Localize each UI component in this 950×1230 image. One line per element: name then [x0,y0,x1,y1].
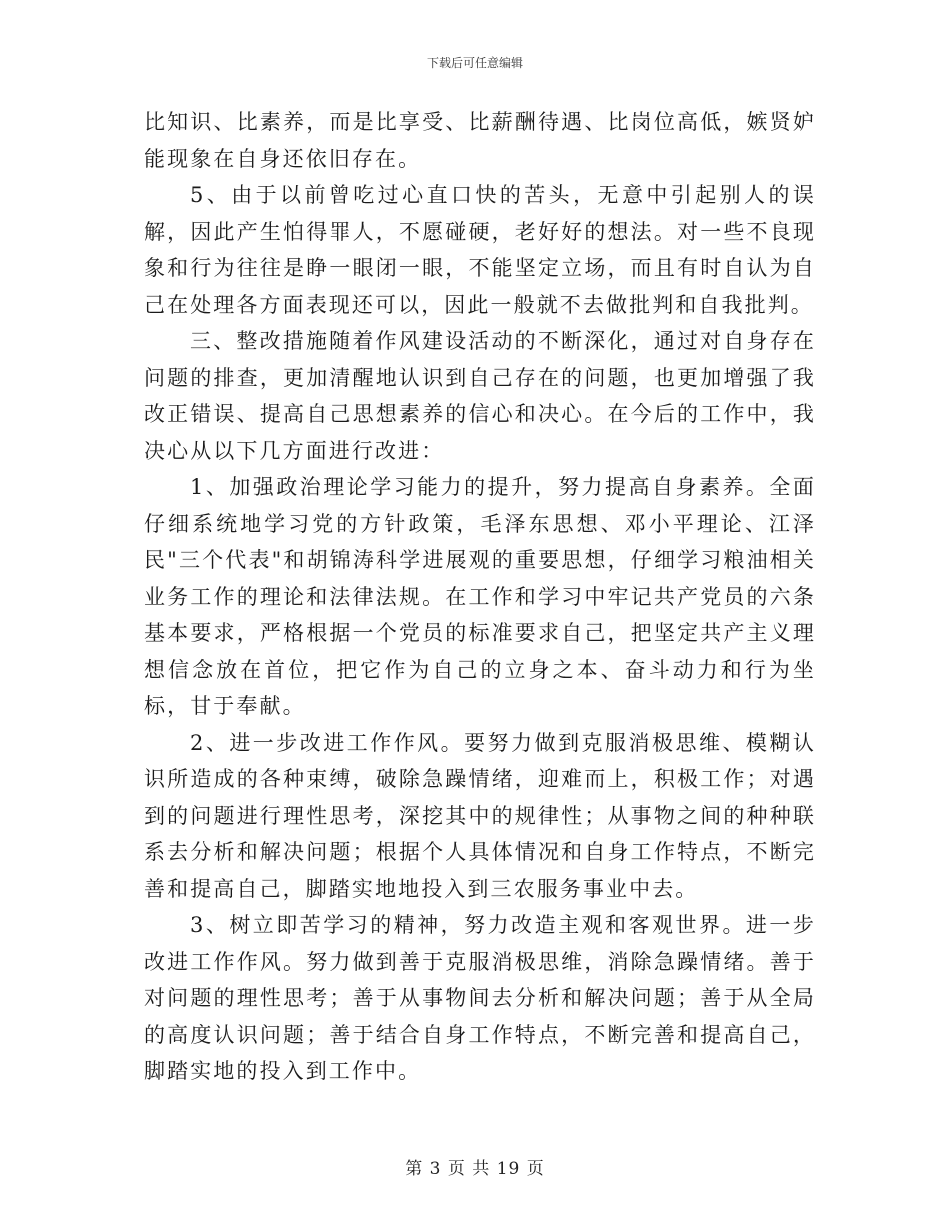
document-body [144,104,816,1090]
paragraph-item-2: 2、进一步改进工作作风。要努力做到克服消极思维、模糊认识所造成的各种束缚，破除急躁情绪，迎难而上，积极工作；对遇到的问题进行理性思考，深挖其中的规律性；从事物之间的种种联系去分析和解决问题；根据个人具体情况和自身工作特点，不断完善和提高自己，脚踏实地地投入到三农服务事业中去。 [144,730,816,901]
page-number: 第 3 页 共 19 页 [405,1159,545,1179]
paragraph-item-5: 5、由于以前曾吃过心直口快的苦头，无意中引起别人的误解，因此产生怕得罪人，不愿碰硬，老好好的想法。对一些不良现象和行为往往是睁一眼闭一眼，不能坚定立场，而且有时自认为自己在处理各方面表现还可以，因此一般就不去做批判和自我批判。 [144,183,816,317]
page-header-note: 下载后可任意编辑 [426,56,523,70]
paragraph-continuation: 比知识、比素养，而是比享受、比薪酬待遇、比岗位高低，嫉贤妒能现象在自身还依旧存在。 [144,110,816,171]
paragraph-item-3: 3、树立即苦学习的精神，努力改造主观和客观世界。进一步改进工作作风。努力做到善于克服消极思维，消除急躁情绪。善于对问题的理性思考；善于从事物间去分析和解决问题；善于从全局的高度认识问题；善于结合自身工作特点，不断完善和提高自己，脚踏实地的投入到工作中。 [144,913,816,1083]
paragraph-section-3: 三、整改措施随着作风建设活动的不断深化，通过对自身存在问题的排查，更加清醒地认识到自己存在的问题，也更加增强了我改正错误、提高自己思想素养的信心和决心。在今后的工作中，我决心从以下几方面进行改进： [144,329,816,463]
paragraph-item-1: 1、加强政治理论学习能力的提升，努力提高自身素养。全面仔细系统地学习党的方针政策，毛泽东思想、邓小平理论、江泽民"三个代表"和胡锦涛科学进展观的重要思想，仔细学习粮油相关业务工作的理论和法律法规。在工作和学习中牢记共产党员的六条基本要求，严格根据一个党员的标准要求自己，把坚定共产主义理想信念放在首位，把它作为自己的立身之本、奋斗动力和行为坐标，甘于奉献。 [144,475,816,718]
